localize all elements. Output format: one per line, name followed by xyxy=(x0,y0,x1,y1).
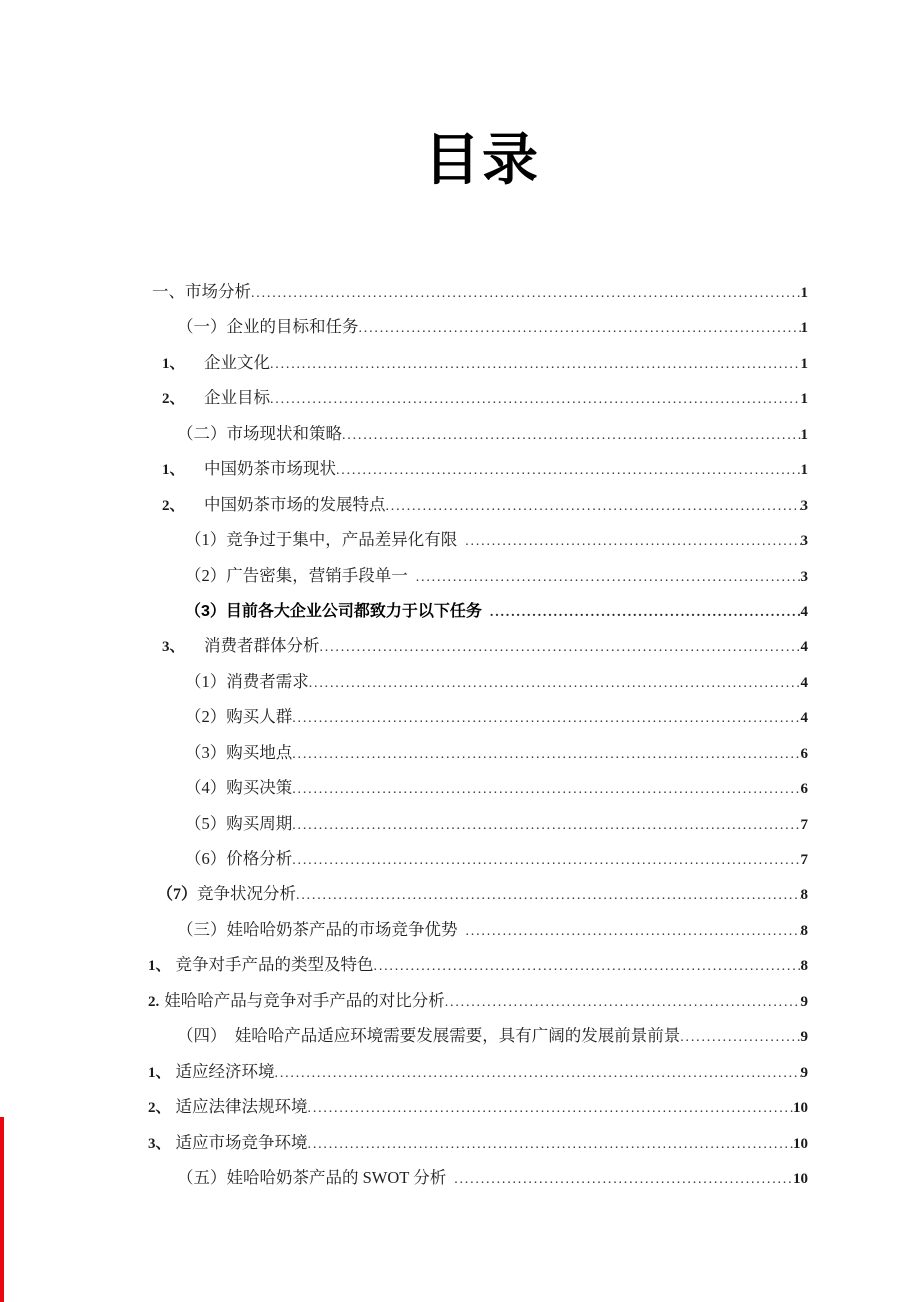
toc-entry-title: 企业文化 xyxy=(204,352,270,372)
toc-entry-title: 中国奶茶市场现状 xyxy=(204,459,336,479)
toc-page-number: 9 xyxy=(800,1064,808,1081)
toc-entry-number: 1、 xyxy=(148,1064,171,1081)
toc-page-number: 1 xyxy=(800,426,808,443)
toc-entry-number: 1、 xyxy=(148,958,171,975)
dot-leader xyxy=(292,806,800,843)
toc-page-number: 4 xyxy=(800,639,808,656)
dot-leader xyxy=(308,1125,793,1162)
toc-entry-title: （4）购买决策 xyxy=(185,778,293,798)
toc-entry[interactable] xyxy=(0,1018,808,1053)
toc-entry-title: （6）价格分析 xyxy=(185,849,293,868)
toc-entry[interactable] xyxy=(0,806,808,841)
dot-leader xyxy=(292,699,800,736)
dot-leader xyxy=(680,1018,800,1055)
dot-leader xyxy=(416,558,801,595)
toc-entry-number: （7） xyxy=(157,886,198,904)
toc-entry-title: 企业目标 xyxy=(204,388,270,408)
document-title: 目录 xyxy=(424,130,540,192)
toc-entry-title: （5）购买周期 xyxy=(185,813,293,833)
toc-entry[interactable] xyxy=(0,770,808,805)
toc-entry-title: （2）广告密集，营销手段单一 xyxy=(185,565,408,585)
toc-entry-title: 一、市场分析 xyxy=(152,282,251,301)
toc-entry[interactable] xyxy=(0,876,808,911)
toc-entry-number: 1、 xyxy=(162,355,185,372)
toc-entry[interactable] xyxy=(0,1089,808,1124)
toc-entry[interactable] xyxy=(0,841,808,876)
toc-entry-title: （二）市场现状和策略 xyxy=(177,423,342,443)
red-edge-line xyxy=(0,1117,4,1302)
toc-page-number: 10 xyxy=(793,1135,808,1152)
dot-leader xyxy=(292,841,800,878)
toc-entry-title: （3）目前各大企业公司都致力于以下任务 xyxy=(185,602,482,620)
dot-leader xyxy=(466,912,801,949)
toc-entry-title: （2）购买人群 xyxy=(185,707,293,727)
toc-page-number: 4 xyxy=(800,710,808,727)
toc-entry-title: 竞争对手产品的类型及特色 xyxy=(175,955,374,975)
dot-leader xyxy=(309,664,801,701)
toc-page-number: 3 xyxy=(800,533,808,550)
toc-entry[interactable] xyxy=(0,309,808,344)
toc-entry-title: （三）娃哈哈奶茶产品的市场竞争优势 xyxy=(177,919,458,939)
dot-leader xyxy=(342,416,801,453)
toc-entry[interactable] xyxy=(0,983,808,1018)
toc-entry[interactable] xyxy=(0,1160,808,1195)
toc-entry[interactable] xyxy=(0,451,808,486)
toc-entry-title: 娃哈哈产品与竞争对手产品的对比分析 xyxy=(164,990,445,1010)
toc-entry[interactable] xyxy=(0,558,808,593)
toc-entry-title: （五）娃哈哈奶茶产品的 SWOT 分析 xyxy=(177,1167,447,1187)
dot-leader xyxy=(386,487,801,524)
toc-page-number: 4 xyxy=(800,674,808,691)
toc-page-number: 3 xyxy=(800,497,808,514)
dot-leader xyxy=(490,593,801,630)
toc-entry-number: 3、 xyxy=(148,1135,171,1152)
toc-entry-number: 2、 xyxy=(148,1100,171,1117)
dot-leader xyxy=(359,309,801,346)
toc-entry[interactable] xyxy=(0,912,808,947)
table-of-contents xyxy=(0,274,808,1195)
toc-page-number: 10 xyxy=(793,1100,808,1117)
toc-entry[interactable] xyxy=(0,345,808,380)
toc-entry-title: （四） 娃哈哈产品适应环境需要发展需要，具有广阔的发展前景前景 xyxy=(177,1026,681,1046)
dot-leader xyxy=(296,876,800,913)
toc-entry-number: 1、 xyxy=(162,462,185,479)
toc-entry[interactable] xyxy=(0,628,808,663)
toc-entry-title: （一）企业的目标和任务 xyxy=(177,317,359,337)
toc-entry[interactable] xyxy=(0,947,808,982)
toc-entry[interactable] xyxy=(0,274,808,309)
toc-page-number: 10 xyxy=(793,1170,808,1187)
dot-leader xyxy=(292,770,800,807)
toc-entry[interactable] xyxy=(0,699,808,734)
toc-page-number: 1 xyxy=(800,285,808,301)
dot-leader xyxy=(308,1089,793,1126)
toc-page-number: 1 xyxy=(800,391,808,408)
dot-leader xyxy=(270,380,801,417)
toc-page-number: 6 xyxy=(800,781,808,798)
toc-entry[interactable] xyxy=(0,664,808,699)
toc-page-number: 9 xyxy=(800,1029,808,1046)
toc-page-number: 8 xyxy=(800,958,808,975)
toc-entry-title: 中国奶茶市场的发展特点 xyxy=(204,494,386,514)
toc-entry-number: 2、 xyxy=(162,391,185,408)
toc-entry[interactable] xyxy=(0,593,808,628)
toc-page-number: 4 xyxy=(800,603,808,620)
toc-entry-title: （3）购买地点 xyxy=(185,742,293,762)
toc-page-number: 7 xyxy=(800,816,808,833)
dot-leader xyxy=(465,522,800,559)
toc-page-number: 8 xyxy=(800,922,808,939)
toc-entry-title: 适应经济环境 xyxy=(175,1061,275,1081)
toc-page-number: 9 xyxy=(800,993,808,1010)
dot-leader xyxy=(251,274,801,311)
toc-entry[interactable] xyxy=(0,1125,808,1160)
dot-leader xyxy=(320,628,801,665)
toc-entry-title: （1）消费者需求 xyxy=(185,671,309,691)
toc-entry-title: 适应市场竞争环境 xyxy=(175,1132,308,1152)
toc-entry[interactable] xyxy=(0,1054,808,1089)
toc-page-number: 6 xyxy=(800,745,808,762)
toc-entry-number: 2、 xyxy=(162,497,185,514)
dot-leader xyxy=(374,947,801,984)
toc-page-number: 8 xyxy=(800,887,808,904)
toc-entry[interactable] xyxy=(0,416,808,451)
toc-entry-title: （1）竞争过于集中，产品差异化有限 xyxy=(185,530,458,550)
toc-page-number: 1 xyxy=(800,320,808,337)
dot-leader xyxy=(445,983,801,1020)
toc-page-number: 1 xyxy=(800,462,808,479)
toc-entry[interactable] xyxy=(0,487,808,522)
dot-leader xyxy=(336,451,801,488)
dot-leader xyxy=(270,345,801,382)
toc-page-number: 3 xyxy=(800,568,808,585)
toc-entry-title: 竞争状况分析 xyxy=(197,884,297,904)
dot-leader xyxy=(454,1160,793,1197)
dot-leader xyxy=(292,735,800,772)
toc-entry[interactable] xyxy=(0,735,808,770)
dot-leader xyxy=(275,1054,801,1091)
toc-entry-title: 适应法律法规环境 xyxy=(175,1097,308,1117)
toc-page-number: 7 xyxy=(800,852,808,868)
toc-page-number: 1 xyxy=(800,355,808,372)
toc-entry[interactable] xyxy=(0,380,808,415)
toc-entry[interactable] xyxy=(0,522,808,557)
toc-entry-title: 消费者群体分析 xyxy=(204,636,320,656)
toc-entry-number: 3、 xyxy=(162,639,185,656)
toc-entry-number: 2. xyxy=(148,993,160,1010)
